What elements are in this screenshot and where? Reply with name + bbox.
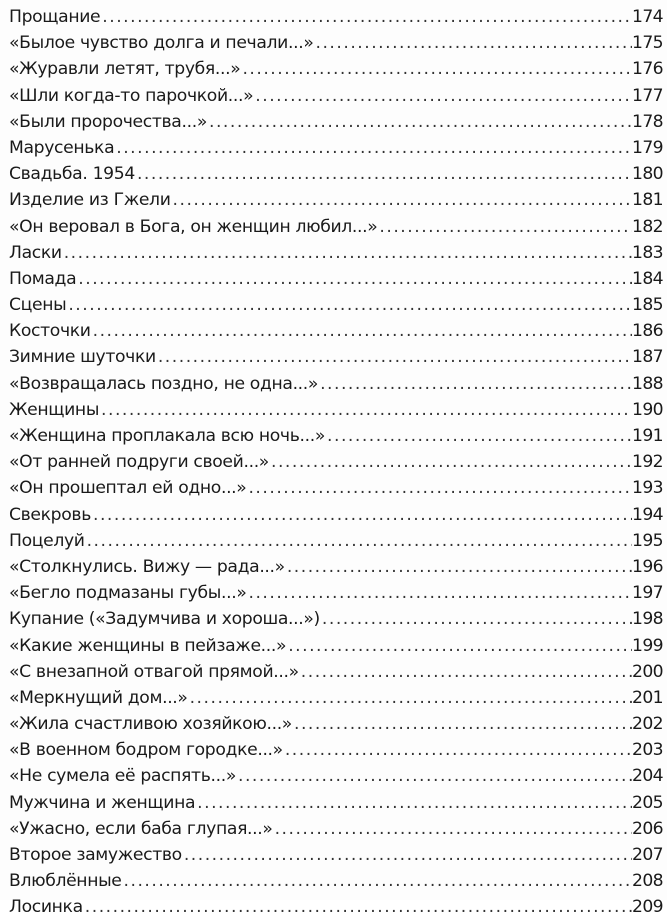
toc-entry-page-number: 199 <box>631 635 663 656</box>
toc-entry <box>9 711 663 737</box>
toc-entry <box>9 763 663 789</box>
toc-entry-title: «В военном бодром городке...» <box>9 740 283 761</box>
toc-entry-title: «Былое чувство долга и печали...» <box>9 33 314 54</box>
toc-entry-title: Ласки <box>9 242 62 263</box>
toc-entry <box>9 606 663 632</box>
toc-entry-page-number: 194 <box>631 504 663 525</box>
toc-entry <box>9 502 663 528</box>
dot-leader <box>85 528 632 554</box>
toc-entry-page-number: 196 <box>631 556 663 577</box>
toc-entry-page-number: 178 <box>631 111 663 132</box>
toc-entry <box>9 318 663 344</box>
toc-entry-page-number: 207 <box>631 845 663 865</box>
dot-leader <box>83 894 632 920</box>
toc-entry-title: Косточки <box>9 321 91 342</box>
toc-entry-title: Лосинка <box>9 897 83 918</box>
dot-leader <box>299 659 632 685</box>
toc-entry-page-number: 190 <box>631 399 663 420</box>
toc-entry <box>9 371 663 397</box>
dot-leader <box>314 30 632 56</box>
dot-leader <box>207 109 632 135</box>
toc-entry-page-number: 202 <box>631 714 663 735</box>
dot-leader <box>377 214 632 240</box>
toc-entry-title: «Не сумела её распять...» <box>9 766 236 787</box>
toc-entry <box>9 475 663 501</box>
toc-entry-title: «Меркнущий дом...» <box>9 687 188 708</box>
toc-entry <box>9 790 663 816</box>
dot-leader <box>285 554 632 580</box>
toc-entry-page-number: 193 <box>631 478 663 499</box>
toc-entry <box>9 344 663 370</box>
dot-leader <box>240 56 632 82</box>
toc-entry <box>9 214 663 240</box>
dot-leader <box>320 606 632 632</box>
toc-entry-page-number: 192 <box>631 452 663 473</box>
toc-entry-title: «Столкнулись. Вижу — рада...» <box>9 556 285 577</box>
toc-entry-title: «Ужасно, если баба глупая...» <box>9 818 273 839</box>
toc-entry <box>9 894 663 920</box>
toc-entry <box>9 292 663 318</box>
toc-entry-page-number: 187 <box>631 347 663 368</box>
toc-entry-page-number: 181 <box>631 190 663 211</box>
toc-entry-title: «От ранней подруги своей...» <box>9 452 269 473</box>
toc-entry-page-number: 195 <box>631 530 663 551</box>
toc-entry <box>9 737 663 763</box>
toc-entry <box>9 423 663 449</box>
toc-entry-page-number: 176 <box>631 59 663 80</box>
toc-entry-page-number: 198 <box>631 609 663 630</box>
toc-entry-title: Изделие из Гжели <box>9 190 171 211</box>
dot-leader <box>195 790 632 816</box>
dot-leader <box>76 266 632 292</box>
toc-entry-page-number: 174 <box>631 7 663 27</box>
dot-leader <box>182 842 632 868</box>
toc-entry-title: «Он веровал в Бога, он женщин любил...» <box>9 216 378 237</box>
dot-leader <box>62 240 632 266</box>
toc-entry-page-number: 188 <box>631 373 663 394</box>
dot-leader <box>246 580 632 606</box>
toc-entry-page-number: 184 <box>631 268 663 289</box>
toc-entry <box>9 554 663 580</box>
toc-entry-title: Поцелуй <box>9 530 85 551</box>
dot-leader <box>325 423 632 449</box>
toc-entry <box>9 633 663 659</box>
toc-entry-title: Женщины <box>9 399 100 420</box>
dot-leader <box>135 161 632 187</box>
toc-entry-page-number: 186 <box>631 321 663 342</box>
dot-leader <box>273 816 632 842</box>
toc-entry-title: Прощание <box>9 7 101 27</box>
dot-leader <box>91 502 632 528</box>
toc-entry-page-number: 180 <box>631 164 663 185</box>
toc-entry-title: «Бегло подмазаны губы...» <box>9 583 247 604</box>
toc-entry-page-number: 197 <box>631 583 663 604</box>
dot-leader <box>66 292 632 318</box>
toc-entry-page-number: 185 <box>631 295 663 316</box>
toc-entry <box>9 266 663 292</box>
toc-entry-title: «С внезапной отвагой прямой...» <box>9 661 299 682</box>
toc-entry <box>9 187 663 213</box>
dot-leader <box>283 737 632 763</box>
toc-entry-title: Свекровь <box>9 504 91 525</box>
toc-entry <box>9 161 663 187</box>
toc-entry-page-number: 208 <box>631 871 663 892</box>
toc-entry <box>9 109 663 135</box>
toc-entry-page-number: 191 <box>631 426 663 446</box>
toc-entry-page-number: 206 <box>631 818 663 839</box>
toc-entry <box>9 83 663 109</box>
toc-entry-title: Помада <box>9 268 77 289</box>
toc-entry-page-number: 204 <box>631 766 663 787</box>
toc-entry <box>9 580 663 606</box>
toc-entry-page-number: 179 <box>631 137 663 158</box>
table-of-contents <box>9 4 663 921</box>
dot-leader <box>292 711 632 737</box>
toc-entry-page-number: 209 <box>631 897 663 918</box>
toc-entry-page-number: 200 <box>631 661 663 682</box>
toc-entry-title: «Возвращалась поздно, не одна...» <box>9 373 319 394</box>
toc-entry-title: «Какие женщины в пейзаже...» <box>9 635 287 656</box>
toc-entry <box>9 868 663 894</box>
dot-leader <box>318 371 632 397</box>
toc-entry-page-number: 203 <box>631 740 663 761</box>
dot-leader <box>114 135 632 161</box>
toc-entry-page-number: 205 <box>631 792 663 813</box>
dot-leader <box>156 344 632 370</box>
dot-leader <box>269 449 632 475</box>
toc-entry-title: Марусенька <box>9 137 115 158</box>
dot-leader <box>246 475 632 501</box>
toc-entry-page-number: 201 <box>631 687 663 708</box>
toc-entry <box>9 135 663 161</box>
toc-entry <box>9 659 663 685</box>
toc-entry-title: Второе замужество <box>9 845 182 865</box>
toc-entry-page-number: 175 <box>631 33 663 54</box>
toc-entry <box>9 56 663 82</box>
dot-leader <box>122 868 632 894</box>
toc-entry <box>9 685 663 711</box>
dot-leader <box>100 4 632 30</box>
toc-entry-page-number: 182 <box>631 216 663 237</box>
toc-entry <box>9 842 663 868</box>
toc-entry-title: «Он прошептал ей одно...» <box>9 478 247 499</box>
toc-entry-title: Зимние шуточки <box>9 347 156 368</box>
toc-entry-title: Сцены <box>9 295 67 316</box>
toc-entry-title: Купание («Задумчива и хороша...») <box>9 609 320 630</box>
dot-leader <box>286 633 632 659</box>
toc-entry-title: Мужчина и женщина <box>9 792 196 813</box>
toc-entry <box>9 240 663 266</box>
toc-entry-title: Влюблённые <box>9 871 122 892</box>
toc-entry-title: «Журавли летят, трубя...» <box>9 59 241 80</box>
toc-entry-title: Свадьба. 1954 <box>9 164 135 185</box>
dot-leader <box>188 685 632 711</box>
toc-entry <box>9 397 663 423</box>
toc-entry <box>9 528 663 554</box>
toc-entry-page-number: 177 <box>631 85 663 106</box>
dot-leader <box>171 187 632 213</box>
toc-entry <box>9 449 663 475</box>
dot-leader <box>253 83 632 109</box>
toc-entry-title: «Женщина проплакала всю ночь...» <box>9 426 326 446</box>
dot-leader <box>236 763 632 789</box>
dot-leader <box>91 318 632 344</box>
toc-entry-title: «Были пророчества...» <box>9 111 207 132</box>
toc-entry <box>9 4 663 30</box>
dot-leader <box>99 397 632 423</box>
toc-entry-title: «Жила счастливою хозяйкою...» <box>9 714 292 735</box>
toc-entry-page-number: 183 <box>631 242 663 263</box>
toc-entry <box>9 30 663 56</box>
toc-entry <box>9 816 663 842</box>
toc-entry-title: «Шли когда-то парочкой...» <box>9 85 254 106</box>
